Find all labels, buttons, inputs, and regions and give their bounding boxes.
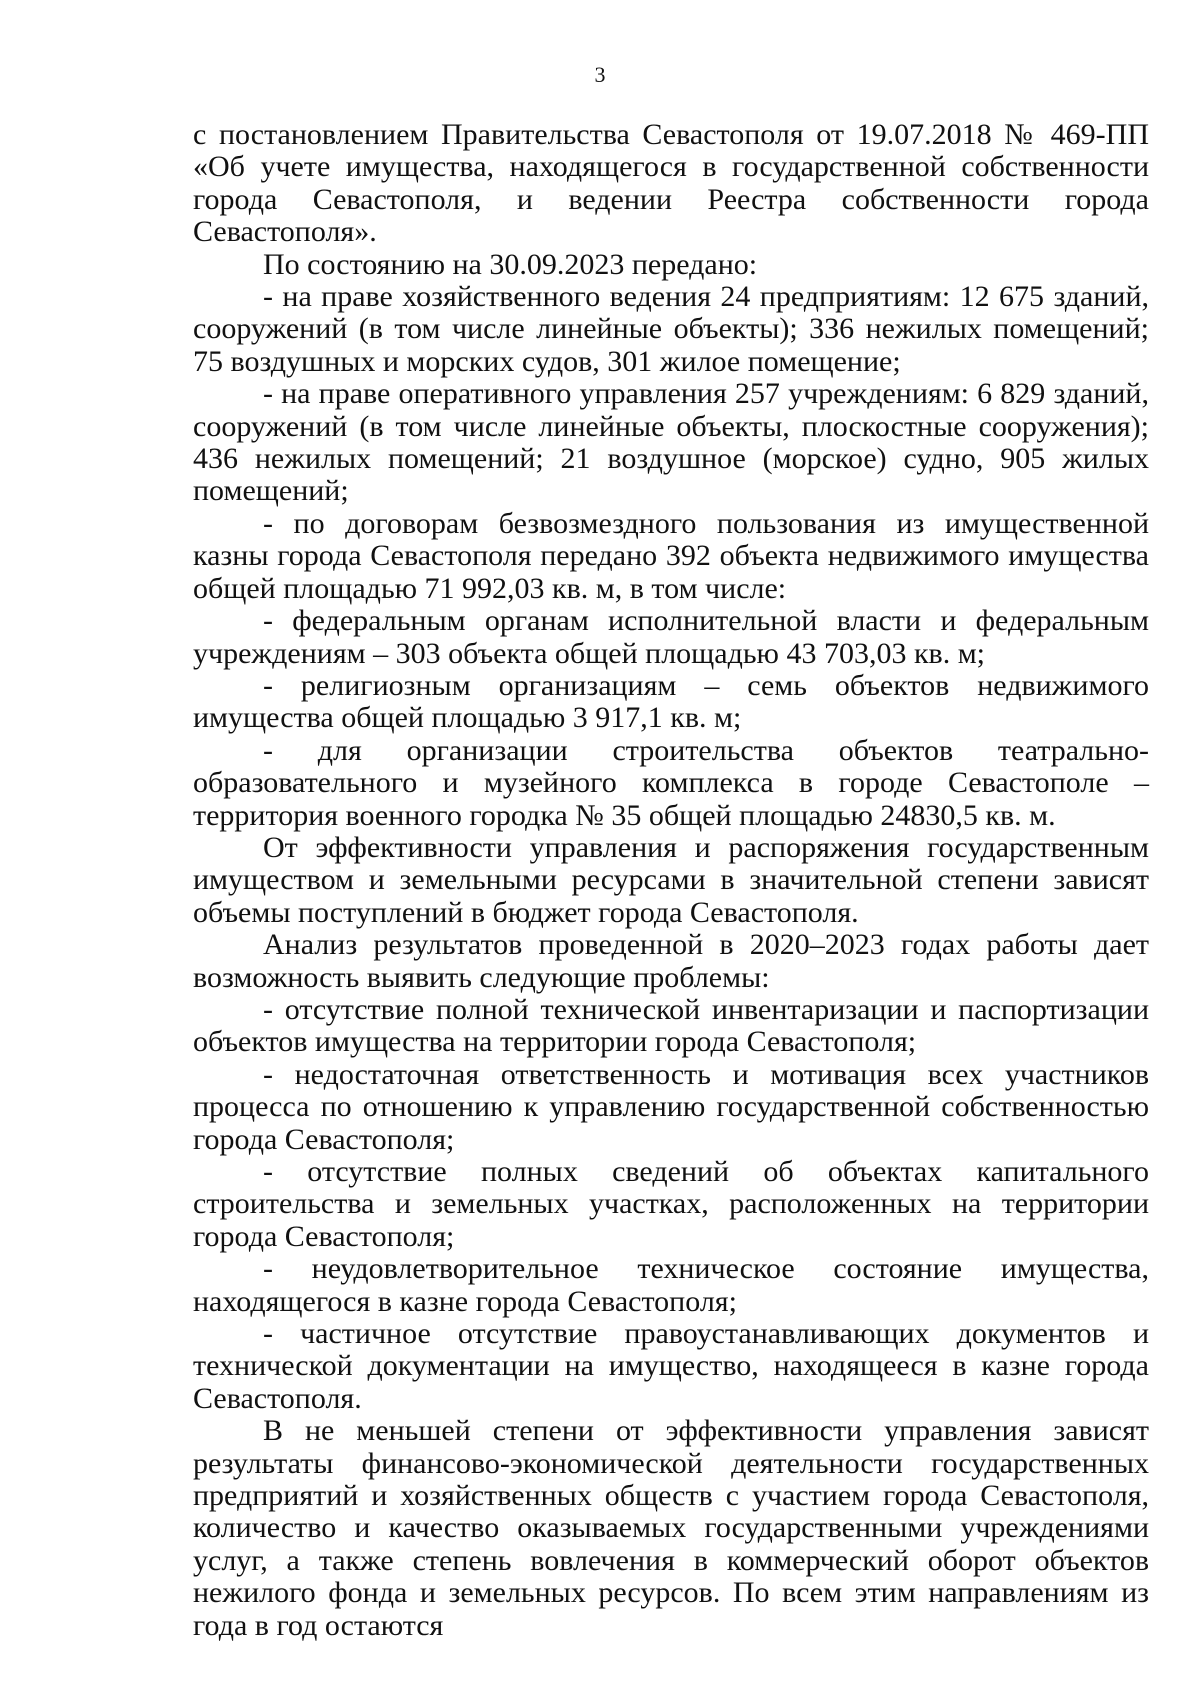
paragraph-12: - недостаточная ответственность и мотивация всех участников процесса по отношению к управлению государственной собственностью города Севастополя; — [193, 1057, 1149, 1156]
paragraph-2: По состоянию на 30.09.2023 передано: — [263, 247, 758, 281]
paragraph-9: От эффективности управления и распоряжения государственным имуществом и земельными ресурсами в значительной степени зависят объемы поступлений в бюджет города Севастополя. — [193, 830, 1149, 929]
paragraph-15: - частичное отсутствие правоустанавливающих документов и технической документации на имущество, находящееся в казне города Севастополя. — [193, 1317, 1149, 1415]
paragraph-1: с постановлением Правительства Севастополя от 19.07.2018 № 469-ПП «Об учете имущества, находящегося в государственной собственности города Севастополя, и ведении Реестра собственности города Севастополя». — [193, 118, 1149, 249]
body-text — [193, 119, 1149, 1642]
paragraph-4: - на праве оперативного управления 257 учреждениям: 6 829 зданий, сооружений (в том числе линейные объекты, плоскостные сооружения); 436 нежилых помещений; 21 воздушное (морское) судно, 905 жилых помещений; — [193, 377, 1149, 508]
paragraph-11: - отсутствие полной технической инвентаризации и паспортизации объектов имущества на территории города Севастополя; — [193, 992, 1149, 1059]
paragraph-6: - федеральным органам исполнительной власти и федеральным учреждениям – 303 объекта общей площадью 43 703,03 кв. м; — [193, 604, 1149, 670]
paragraph-16: В не меньшей степени от эффективности управления зависят результаты финансово-экономической деятельности государственных предприятий и хозяйственных обществ с участием города Севастополя, количество и качество оказываемых государственными учреждениями услуг, а также степень вовлечения в коммерческий оборот объектов нежилого фонда и земельных ресурсов. По всем этим направлениям из года в год остаются — [193, 1414, 1149, 1642]
paragraph-7: - религиозным организациям – семь объектов недвижимого имущества общей площадью 3 917,1 кв. м; — [193, 668, 1149, 735]
paragraph-3: - на праве хозяйственного ведения 24 предприятиям: 12 675 зданий, сооружений (в том числе линейные объекты); 336 нежилых помещений; 75 воздушных и морских судов, 301 жилое помещение; — [193, 280, 1149, 378]
paragraph-13: - отсутствие полных сведений об объектах капитального строительства и земельных участках, расположенных на территории города Севастополя; — [193, 1155, 1149, 1253]
paragraph-10: Анализ результатов проведенной в 2020–2023 годах работы дает возможность выявить следующие проблемы: — [193, 928, 1149, 994]
paragraph-5: - по договорам безвозмездного пользования из имущественной казны города Севастополя передано 392 объекта недвижимого имущества общей площадью 71 992,03 кв. м, в том числе: — [193, 506, 1149, 605]
paragraph-14: - неудовлетворительное техническое состояние имущества, находящегося в казне города Севастополя; — [193, 1252, 1149, 1318]
paragraph-8: - для организации строительства объектов театрально-образовательного и музейного комплекса в городе Севастополе – территория военного городка № 35 общей площадью 24830,5 кв. м. — [193, 733, 1149, 832]
page-number: 3 — [594, 62, 606, 87]
